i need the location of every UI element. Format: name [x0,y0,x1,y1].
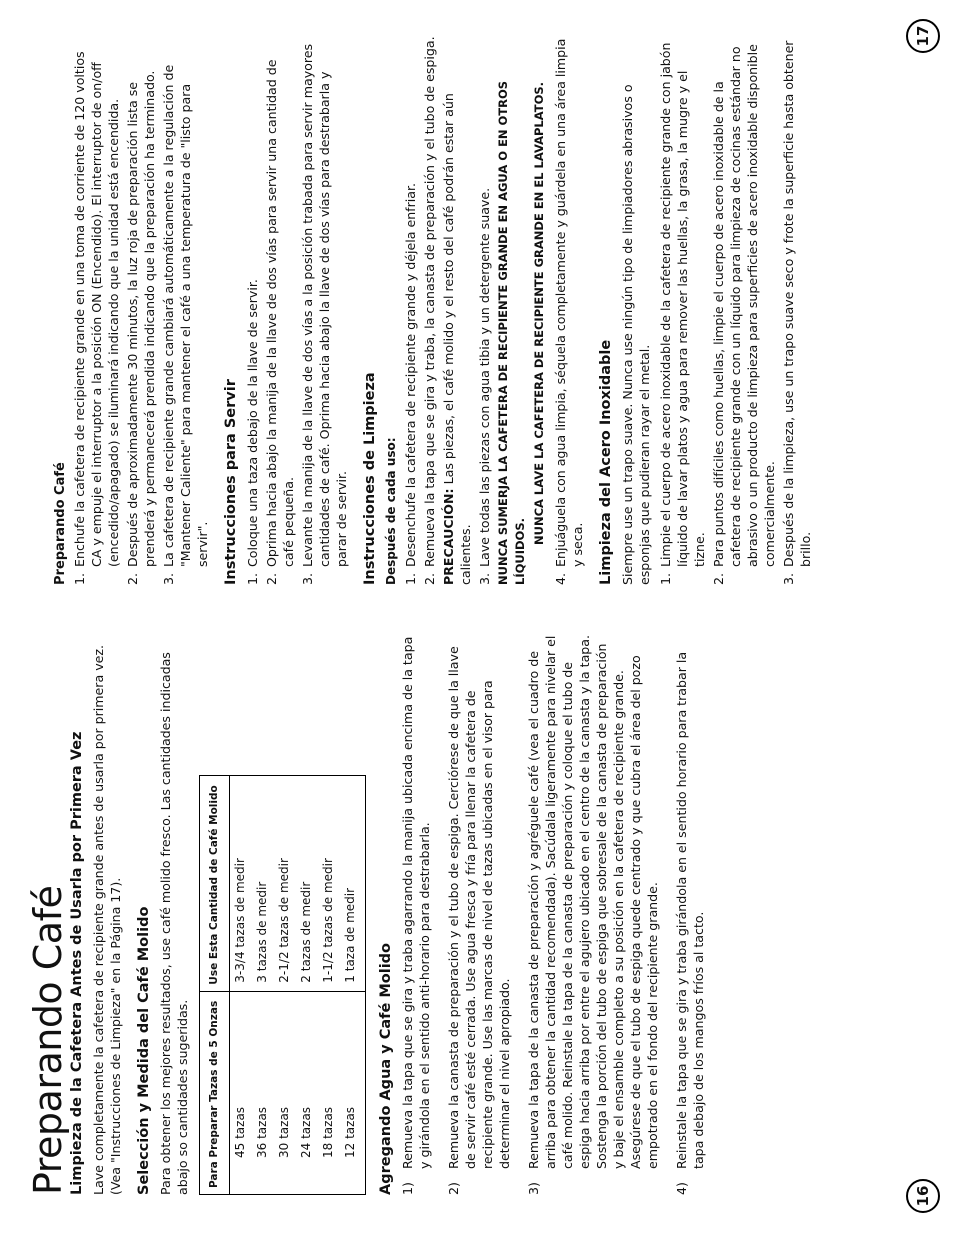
list-item [402,35,419,585]
table-cell: 1 taza de medir [340,776,366,992]
step-number: 4. [553,572,568,585]
step-text: Reinstale la tapa que se gira y traba girándola en el sentido horario para trabar la tapa debajo de los mangos fríos al tacto. [674,651,706,1169]
list-item [399,635,433,1195]
list-item [71,35,122,585]
steel-intro: Siempre use un trapo suave. Nunca use ningún tipo de limpiadores abrasivos o esponjas que pudieran rayar el metal. [620,84,652,585]
table-cell: 1-1/2 tazas de medir [318,776,340,992]
warning-dishwasher: NUNCA LAVE LA CAFETERA DE RECIPIENTE GRANDE EN EL LAVAPLATOS. [532,81,546,545]
caution-note [440,35,474,585]
step-text: Remueva la canasta de preparación y el tubo de espiga. Cerciórese de que la llave de servir café esté cerrada. Use agua fresca y fría para llenar la cafetera de recipiente grande. Use las marcas de nivel de tazas ubicadas en el visor para determinar el nivel apropiado. [446,646,512,1169]
coffee-table [199,775,366,1195]
warning-submerge: NUNCA SUMERJA LA CAFETERA DE RECIPIENTE GRANDE EN AGUA O EN OTROS LÍQUIDOS. [496,80,527,585]
step-text: Enchufe la cafetera de recipiente grande en una toma de corriente de 120 voltios CA y empuje el interruptor a la posición ON (Encendido). El interruptor de on/off (encedido/apagado) se iluminará indicando que la unidad está encendida. [72,51,121,567]
table-header-cups: Para Preparar Tazas de 5 Onzas [200,991,230,1194]
table-cell: 12 tazas [340,991,366,1194]
step-text: Coloque una taza debajo de la llave de servir. [245,279,260,567]
step-number: 2) [446,1182,461,1195]
table-cell: 36 tazas [252,991,274,1194]
list-item [299,35,350,585]
page-number-right: 17 [906,19,940,53]
list-item [160,35,211,585]
step-text: Para puntos difíciles como huellas, limpie el cuerpo de acero inoxidable de la cafetera de recipiente grande con un líquido para limpieza de cocinas estándar no abrasivo o un producto de limpieza para superficies de acero inoxidable disponible comercialmente. [711,44,777,567]
table-header-amount: Use Esta Cantidad de Café Molido [200,776,230,992]
list-item [673,635,707,1195]
table-cell: 2 tazas de medir [296,776,318,992]
step-text: La cafetera de recipiente grande cambiará automáticamente a la regulación de "Mantener Caliente" para mantener el café a una temperatura de "listo para servir". [161,64,210,567]
selection-heading: Selección y Medida del Café Molido [136,906,152,1195]
cleaning-step-3 [476,35,493,585]
table-cell: 18 tazas [318,991,340,1194]
adding-steps [399,635,707,1195]
list-item [657,35,708,585]
cleaning-subheading: Después de cada uso: [384,437,398,585]
cleaning-step-4 [552,35,586,585]
step-text: Remueva la tapa que se gira y traba, la canasta de preparación y el tubo de espiga. [422,36,437,567]
step-text: Desenchufe la cafetera de recipiente grande y déjela enfriar. [403,182,418,567]
step-text: Remueva la tapa que se gira y traba agarrando la manija ubicada encima de la tapa y girándola en el sentido anti-horario para destrabarla. [400,636,432,1169]
step-number: 1. [245,572,260,585]
cleaning-heading: Instrucciones de Limpieza [362,372,378,585]
caution-text: Las piezas, el café molido y el resto del café podrán estar aún calientes. [441,93,473,585]
list-item [780,35,814,585]
table-row [296,776,318,1195]
steel-heading: Limpieza del Acero Inoxidable [598,339,614,585]
list-item [552,35,586,585]
serving-steps [244,35,350,585]
list-item [244,35,261,585]
step-text: Lave todas las piezas con agua tibia y un detergente suave. [477,187,492,567]
table-cell: 3 tazas de medir [252,776,274,992]
list-item [476,35,493,585]
step-number: 1. [403,572,418,585]
serving-heading: Instrucciones para Servir [223,379,239,585]
cleaning-steps [402,35,438,585]
step-number: 3. [781,572,796,585]
table-cell: 45 tazas [230,991,253,1194]
table-row [318,776,340,1195]
table-row [340,776,366,1195]
step-number: 1. [658,572,673,585]
step-number: 1) [400,1182,415,1195]
cleaning-first-text: Lave completamente la cafetera de recipiente grande antes de usarla por primera vez. (Vea "Instrucciones de Limpieza" en la Página 17). [91,644,123,1195]
step-text: Después de aproximadamente 30 minutos, la luz roja de preparación lista se prenderá y permanecerá prendida indicando que la preparación ha terminado. [125,70,157,567]
step-number: 3. [477,572,492,585]
page-number-left: 16 [906,1179,940,1213]
step-number: 2. [264,572,279,585]
step-number: 3) [526,1182,541,1195]
table-cell: 30 tazas [274,991,296,1194]
cleaning-first-heading: Limpieza de la Cafetera Antes de Usarla por Primera Vez [69,731,85,1195]
brewing-steps [71,35,211,585]
list-item [525,635,661,1195]
table-cell: 2-1/2 tazas de medir [274,776,296,992]
list-item [263,35,297,585]
table-cell: 3-3/4 tazas de medir [230,776,253,992]
selection-text: Para obtener los mejores resultados, use café molido fresco. Las cantidades indicadas abajo so cantidades sugeridas. [158,652,190,1195]
brewing-heading: Preparando Café [53,462,68,585]
step-text: Enjuáguela con agua limpia, séquela completamente y guárdela en una área limpia y seca. [553,38,585,567]
page-title: Preparando Café [26,885,70,1195]
list-item [710,35,778,585]
table-row [274,776,296,1195]
caution-label: PRECAUCIÓN: [441,488,456,585]
right-column [44,35,816,585]
step-text: Remueva la tapa de la canasta de preparación y agréguele café (vea el cuadro de arriba para obtener la cantidad recomendada). Sacúdala ligeramente para nivelar el café molido. Reinstale la tapa de la canasta de preparación y coloque el tubo de espiga hacia arriba por entre el agujero ubicado en el centro de la canasta y la tapa. Sostenga la porción del tubo de espiga que sobresale de la canasta de preparación y baje el ensamble completo a su posición en la cafetera de recipiente grande. Asegúrese de que el tubo de espiga quede centrado y que cubra el área del pozo empotrado en el fondo del recipiente grande. [526,635,660,1169]
step-number: 4) [674,1182,689,1195]
step-number: 3. [300,572,315,585]
adding-heading: Agregando Agua y Café Molido [378,942,394,1195]
step-text: Levante la manija de la llave de dos vías a la posición trabada para servir mayores cantidades de café. Oprima hacia abajo la llave de dos vías para destrabarla y parar de servir. [300,43,349,567]
list-item [445,635,513,1195]
steel-steps [657,35,814,585]
left-column [26,635,719,1195]
step-number: 2. [422,572,437,585]
list-item [421,35,438,585]
list-item [124,35,158,585]
step-number: 3. [161,572,176,585]
step-text: Después de la limpieza, use un trapo suave seco y frote la superficie hasta obtener brillo. [781,40,813,567]
step-number: 2. [711,572,726,585]
table-row [230,776,253,1195]
table-row [252,776,274,1195]
step-text: Limpie el cuerpo de acero inoxidable de la cafetera de recipiente grande con jabón líquido de lavar platos y agua para remover las huellas, la grasa, la mugre y el tizne. [658,42,707,567]
step-text: Oprima hacia abajo la manija de la llave de dos vías para servir una cantidad de café pequeña. [264,59,296,567]
step-number: 2. [125,572,140,585]
table-cell: 24 tazas [296,991,318,1194]
step-number: 1. [72,572,87,585]
